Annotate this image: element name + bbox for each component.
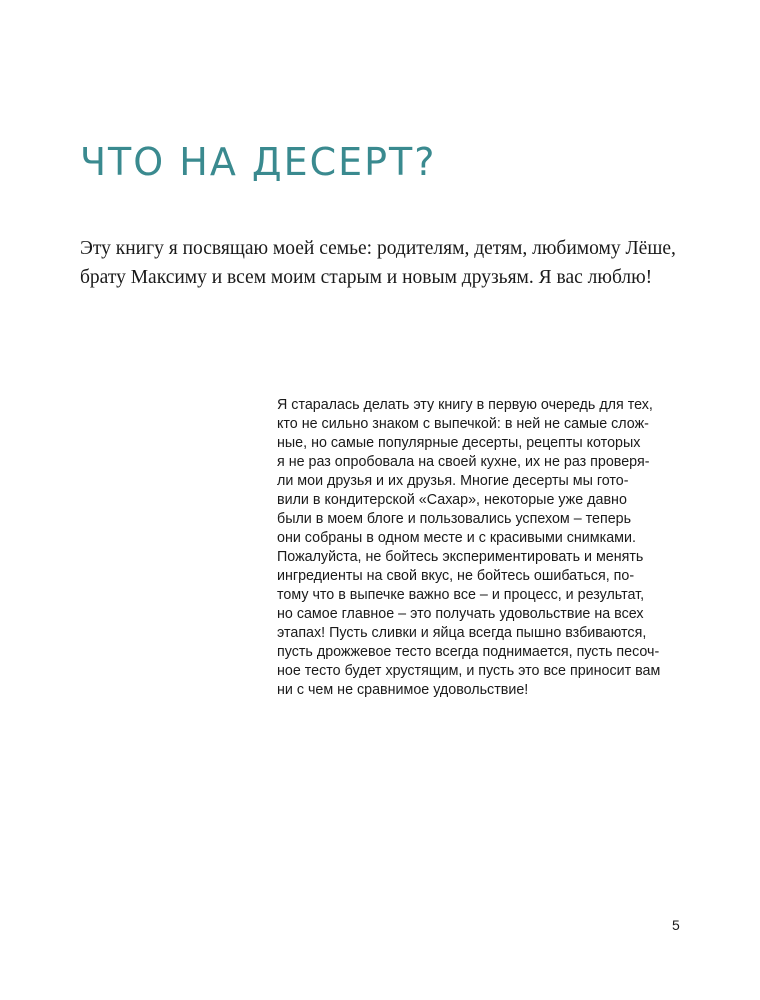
page-title: ЧТО НА ДЕСЕРТ? bbox=[80, 140, 437, 184]
paragraph-line: ни с чем не сравнимое удовольствие! bbox=[277, 682, 529, 698]
intro-paragraph bbox=[277, 396, 707, 700]
paragraph-line: пусть дрожжевое тесто всегда поднимается, пусть песоч- bbox=[277, 644, 660, 660]
dedication-line: Эту книгу я посвящаю моей семье: родителям, детям, любимому Лёше, bbox=[80, 238, 676, 259]
paragraph-line: они собраны в одном месте и с красивыми снимками. bbox=[277, 530, 636, 546]
paragraph-line: ли мои друзья и их друзья. Многие десерты мы гото- bbox=[277, 473, 629, 489]
dedication-line: брату Максиму и всем моим старым и новым друзьям. Я вас люблю! bbox=[80, 267, 653, 288]
paragraph-line: ные, но самые популярные десерты, рецепты которых bbox=[277, 435, 641, 451]
paragraph-line: этапах! Пусть сливки и яйца всегда пышно взбиваются, bbox=[277, 625, 647, 641]
paragraph-line: ингредиенты на свой вкус, не бойтесь ошибаться, по- bbox=[277, 568, 635, 584]
paragraph-line: кто не сильно знаком с выпечкой: в ней не самые слож- bbox=[277, 416, 649, 432]
paragraph-line: были в моем блоге и пользовались успехом – теперь bbox=[277, 511, 632, 527]
paragraph-line: но самое главное – это получать удовольствие на всех bbox=[277, 606, 644, 622]
paragraph-line: ное тесто будет хрустящим, и пусть это все приносит вам bbox=[277, 663, 661, 679]
paragraph-line: я не раз опробовала на своей кухне, их не раз проверя- bbox=[277, 454, 650, 470]
paragraph-line: Я старалась делать эту книгу в первую очередь для тех, bbox=[277, 397, 653, 413]
dedication bbox=[80, 234, 700, 292]
paragraph-line: вили в кондитерской «Сахар», некоторые уже давно bbox=[277, 492, 627, 508]
paragraph-line: тому что в выпечке важно все – и процесс, и результат, bbox=[277, 587, 645, 603]
paragraph-line: Пожалуйста, не бойтесь экспериментировать и менять bbox=[277, 549, 644, 565]
page-number: 5 bbox=[672, 917, 680, 933]
